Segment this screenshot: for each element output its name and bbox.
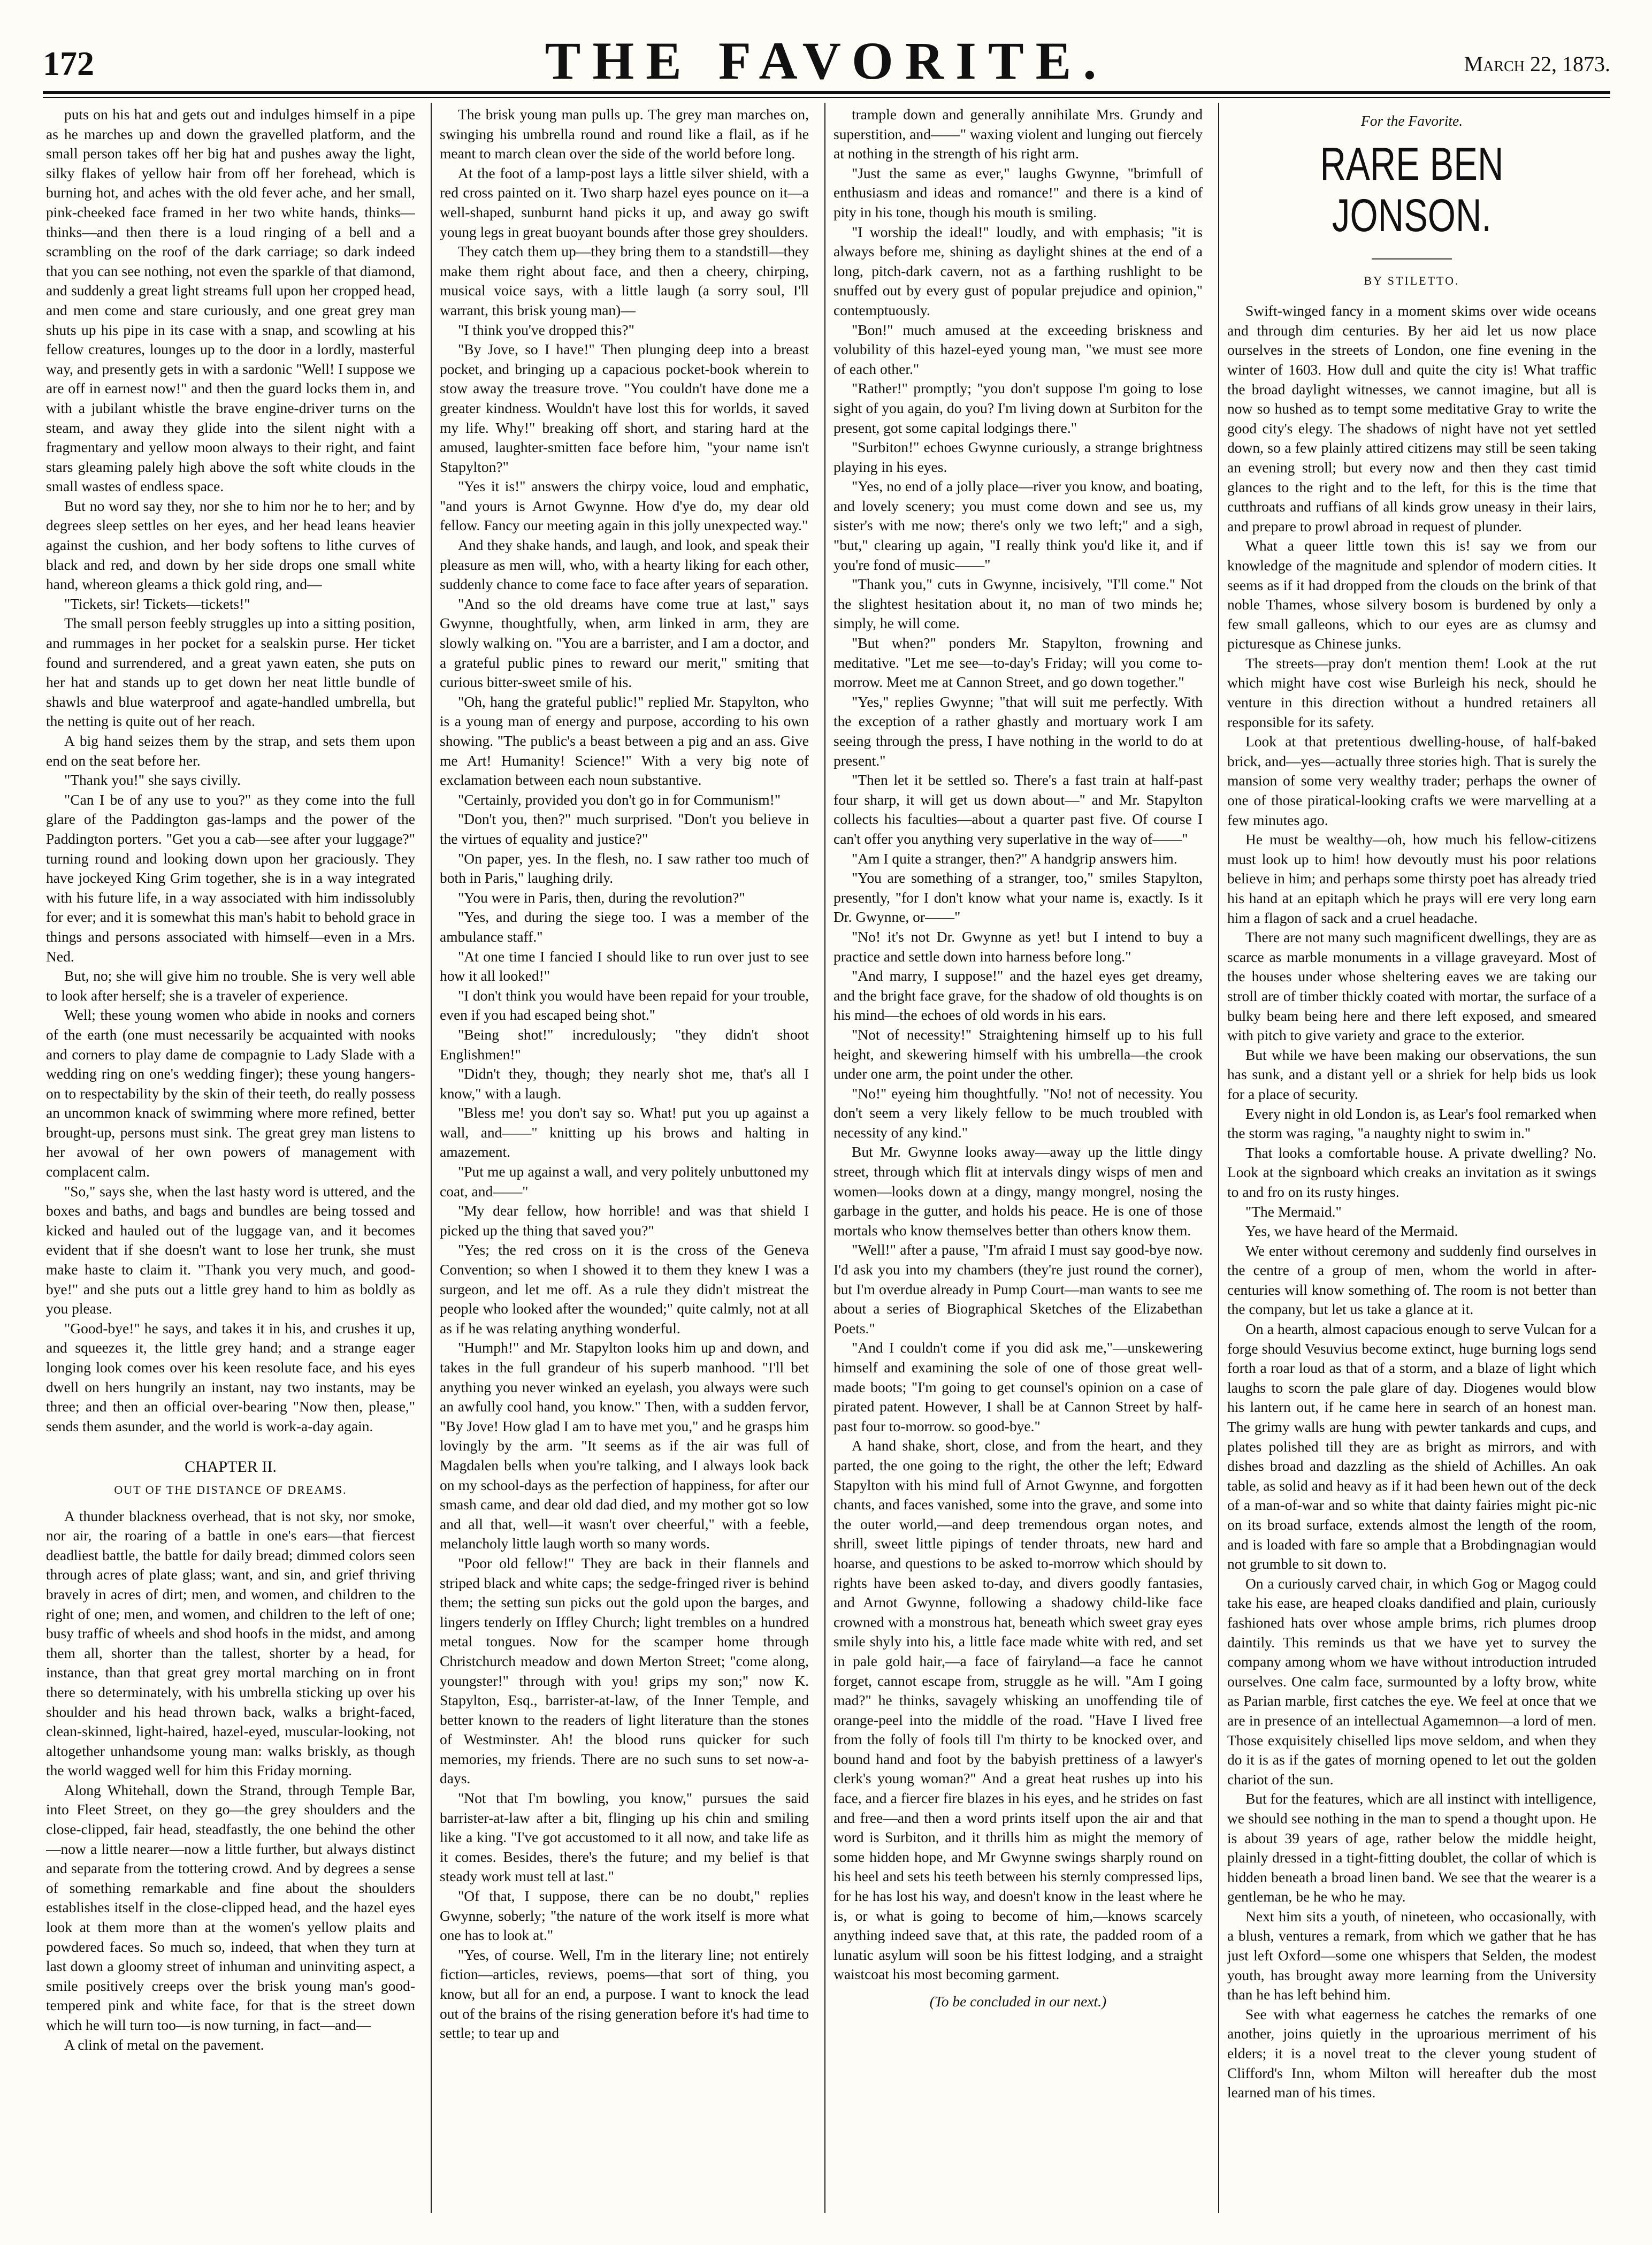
- paragraph: "No! it's not Dr. Gwynne as yet! but I intend to buy a practice and settle down into harness before long.": [833, 928, 1203, 965]
- paragraph: "And I couldn't come if you did ask me,"—unskewering himself and examining the sole of one of those great well-made boots; "I'm going to get counsel's opinion on a case of pirated patent. However, I shall be at Cannon Street by half-past four to-morrow. so good-bye.": [833, 1339, 1203, 1434]
- paragraph: "Can I be of any use to you?" as they come into the full glare of the Paddington gas-lamps and the power of the Paddington porters. "Get you a cab—see after your luggage?" turning round and looking down upon her graciously. They have jockeyed King Grim together, she is in a way integrated with his future life, in a way associated with him indissolubly for ever; and it is somewhat this man's habit to behold grace in things and persons associated with himself—even in a Mrs. Ned.: [46, 791, 415, 965]
- page-number: 172: [43, 44, 94, 82]
- column-3: [833, 105, 1203, 2213]
- article-title: RARE BEN JONSON.: [1320, 138, 1504, 241]
- paragraph: What a queer little town this is! say we from our knowledge of the magnitude and splendor of modern cities. It seems as if it had dropped from the clouds on the brink of that noble Thames, whose silvery bosom is burdened by only a few small galleons, which to our eyes are as clumsy and picturesque as Chinese junks.: [1227, 537, 1596, 652]
- paragraph: That looks a comfortable house. A private dwelling? No. Look at the signboard which creaks an invitation as it swings to and fro on its rusty hinges.: [1227, 1144, 1596, 1200]
- paragraph: Well; these young women who abide in nooks and corners of the earth (one must necessarily be acquainted with nooks and corners to play dame de compagnie to Lady Slade with a wedding ring on one's wedding finger); these young hangers-on to respectability by the skin of their teeth, do really possess an uncommon knack of swimming where more refined, better brought-up, persons must sink. The great grey man listens to her avowal of her own powers of management with complacent calm.: [46, 1006, 415, 1180]
- paragraph: A hand shake, short, close, and from the heart, and they parted, the one going to the right, the other the left; Edward Stapylton with his mind full of Arnot Gwynne, and forgotten chants, and faces vanished, some into the grave, and some into the outer world,—and deep tremendous organ notes, and shrill, sweet little pipings of tender throats, new hard and hoarse, and questions to be asked to-morrow which should by rights have been asked to-day, and divers goodly fantasies, and Arnot Gwynne, following a shadowy child-like face crowned with a monstrous hat, beneath which sweet gray eyes smile shyly into his, a little face made white with red, and set in pale gold hair,—a face of fairyland—a face he cannot forget, cannot escape from, struggle as he will. "Am I going mad?" he thinks, savagely whisking an unoffending tile of orange-peel into the middle of the road. "Have I lived free from the folly of fools till I'm thirty to be knocked over, and bound hand and foot by the babyish prettiness of a lawyer's clerk's young woman?" And a great heat rushes up into his face, and a fiercer fire blazes in his eyes, and he strides on fast and free—and then a word prints itself upon the air and that word is Surbiton, and it thrills him as might the memory of some hidden hope, and Mr Gwynne swings sharply round on his heel and sets his teeth between his sternly compressed lips, for he has lost his way, and doesn't know in the least where he is, or what is going to become of him,—knows scarcely anything indeed save that, at this rate, the padded room of a lunatic asylum will soon be his fittest lodging, and a straight waistcoat his most becoming garment.: [833, 1437, 1203, 1983]
- paragraph: "At one time I fancied I should like to run over just to see how it all looked!": [440, 948, 809, 984]
- issue-date: March 22, 1873.: [1464, 52, 1610, 76]
- paragraph: Along Whitehall, down the Strand, through Temple Bar, into Fleet Street, on they go—the grey shoulders and the close-clipped, fair head, steadfastly, the one behind the other—now a little nearer—now a little further, but always distinct and separate from the tottering crowd. And by degrees a sense of something remarkable and fine about the shoulders establishes itself in the close-clipped head, and the hazel eyes look at them more than at the women's yellow plaits and powdered faces. So much so, indeed, that when they turn at last down a gloomy street of inhuman and uninviting aspect, a smile positively creeps over the brisk young man's good-tempered pink and white face, for that is the street down which he will turn too—is now turning, in fact—and—: [46, 1781, 415, 2033]
- paragraph: The small person feebly struggles up into a sitting position, and rummages in her pocket for a sealskin purse. Her ticket found and surrendered, and a great yawn eaten, she puts on her hat and stands up to get down her neat little bundle of shawls and blue waterproof and agate-handled umbrella, but the netting is quite out of her reach.: [46, 615, 415, 730]
- column-2: [440, 105, 809, 2213]
- paragraph: Every night in old London is, as Lear's fool remarked when the storm was raging, "a naughty night to swim in.": [1227, 1105, 1596, 1142]
- paragraph: "Not of necessity!" Straightening himself up to his full height, and skewering himself with his umbrella—the crook under one arm, the point under the other.: [833, 1026, 1203, 1082]
- paragraph: "Yes it is!" answers the chirpy voice, loud and emphatic, "and yours is Arnot Gwynne. How d'ye do, my dear old fellow. Fancy our meeting again in this jolly unexpected way.": [440, 478, 809, 534]
- paragraph: "Good-bye!" he says, and takes it in his, and crushes it up, and squeezes it, the little grey hand; and a strange eager longing look comes over his keen resolute face, and his eyes dwell on hers hungrily an instant, nay two instants, may be three; and then an official over-bearing "Now then, please," sends them asunder, and the world is work-a-day again.: [46, 1319, 415, 1434]
- paragraph: "Well!" after a pause, "I'm afraid I must say good-bye now. I'd ask you into my chambers (they're just round the corner), but I'm overdue already in Pump Court—man wants to see me about a series of Biographical Sketches of the Elizabethan Poets.": [833, 1241, 1203, 1337]
- paragraph: trample down and generally annihilate Mrs. Grundy and superstition, and——" waxing violent and lunging out fiercely at nothing in the strength of his right arm.: [833, 106, 1203, 162]
- paragraph: "But when?" ponders Mr. Stapylton, frowning and meditative. "Let me see—to-day's Friday; will you come to-morrow. Meet me at Cannon Street, and go down together.": [833, 635, 1203, 691]
- paragraph: "Oh, hang the grateful public!" replied Mr. Stapylton, who is a young man of energy and purpose, according to his own showing. "The public's a beast between a pig and an ass. Give me Art! Humanity! Science!" With a very big note of exclamation between each noun substantive.: [440, 693, 809, 789]
- masthead-rule: [43, 91, 1610, 94]
- column-1: [46, 105, 415, 2213]
- paragraph: But Mr. Gwynne looks away—away up the little dingy street, through which flit at intervals dingy wisps of men and women—looks down at a dingy, mangy mongrel, nosing the garbage in the gutter, and holds his peace. He is one of those mortals who know themselves better than others know them.: [833, 1143, 1203, 1239]
- masthead-rule-thin: [43, 97, 1610, 98]
- masthead: [43, 20, 1610, 90]
- paragraph: "My dear fellow, how horrible! and was that shield I picked up the thing that saved you?": [440, 1202, 809, 1239]
- paragraph: Look at that pretentious dwelling-house, of half-baked brick, and—yes—actually three stories high. That is surely the mansion of some very wealthy trader; perhaps the owner of one of those piratical-looking crafts we were marvelling at a few minutes ago.: [1227, 733, 1596, 828]
- paragraph: "No!" eyeing him thoughtfully. "No! not of necessity. You don't seem a very likely fellow to be much troubled with necessity of any kind.": [833, 1085, 1203, 1141]
- paragraph: The brisk young man pulls up. The grey man marches on, swinging his umbrella round and round like a flail, as if he meant to march clean over the side of the world before long.: [440, 106, 809, 162]
- paragraph: "Thank you!" she says civilly.: [64, 772, 241, 789]
- paragraph: "On paper, yes. In the flesh, no. I saw rather too much of both in Paris," laughing drily.: [440, 850, 809, 887]
- section-label: For the Favorite.: [1360, 112, 1463, 129]
- paragraph: Yes, we have heard of the Mermaid.: [1245, 1223, 1458, 1240]
- byline: BY STILETTO.: [1364, 273, 1460, 287]
- paragraph: But for the features, which are all instinct with intelligence, we should see nothing in the man to spend a thought upon. He is about 39 years of age, rather below the middle height, plainly dressed in a tight-fitting doublet, the collar of which is hidden beneath a broad linen band. We see that the wearer is a gentleman, be he who he may.: [1227, 1790, 1596, 1905]
- column-4: [1227, 105, 1596, 2213]
- paragraph: "I think you've dropped this?": [458, 321, 634, 338]
- paragraph: Next him sits a youth, of nineteen, who occasionally, with a blush, ventures a remark, from which we gather that he has just left Oxford—some one whispers that Selden, the modest youth, has brought away more learning from the University than he has left behind him.: [1227, 1907, 1596, 2003]
- paragraph: "Yes, and during the siege too. I was a member of the ambulance staff.": [440, 908, 809, 945]
- paragraph: "Certainly, provided you don't go in for Communism!": [458, 791, 781, 808]
- paragraph: "Then let it be settled so. There's a fast train at half-past four sharp, it will get us down about—" and Mr. Stapylton collects his faculties—about a quarter past five. Of course I can't offer you anything very superlative in the way of——": [833, 772, 1203, 847]
- paragraph: "And so the old dreams have come true at last," says Gwynne, thoughtfully, when, arm linked in arm, they are slowly walking on. "You are a barrister, and I am a doctor, and a grateful public pines to reward our merit," smiting that curious bitter-sweet smile of his.: [440, 595, 809, 691]
- paragraph: "The Mermaid.": [1245, 1203, 1342, 1220]
- paragraph: "Tickets, sir! Tickets—tickets!": [64, 595, 250, 612]
- column-divider: [824, 103, 825, 2213]
- paragraph: They catch them up—they bring them to a standstill—they make them right about face, and then a cheery, chirping, musical voice says, with a little laugh (a sorry soul, I'll warrant, this brisk young man)—: [440, 243, 809, 318]
- paragraph: "Yes," replies Gwynne; "that will suit me perfectly. With the exception of a rather ghastly and mortuary work I am seeing through the press, I have nothing in the world to do at present.": [833, 693, 1203, 769]
- paragraph: He must be wealthy—oh, how much his fellow-citizens must look up to him! how devoutly must his poor relations believe in him; and perhaps some thirsty poet has already tried his hand at an epitaph which he prays will ere very long earn him a flagon of sack and a cruel headache.: [1227, 831, 1596, 926]
- paragraph: A clink of metal on the pavement.: [64, 2036, 264, 2053]
- paragraph: At the foot of a lamp-post lays a little silver shield, with a red cross painted on it. Two sharp hazel eyes pounce on it—a well-shaped, sunburnt hand picks it up, and away go swift young legs in great buoyant bounds after those grey shoulders.: [440, 164, 809, 240]
- paragraph: "You were in Paris, then, during the revolution?": [458, 889, 745, 906]
- paragraph: Swift-winged fancy in a moment skims over wide oceans and through dim centuries. By her aid let us now place ourselves in the streets of London, one fine evening in the winter of 1603. How dull and quite the city is! What traffic the broad daylight witnesses, we cannot imagine, but all is now so hushed as to tempt some meditative Gray to write the good city's elegy. The shadows of night have not yet settled down, so a few plainly attired citizens may still be seen taking an evening stroll; but every now and then they cast timid glances to the right and to the left, for this is the time that cutthroats and ruffians of all kinds grow uneasy in their lairs, and prepare to prowl abroad in request of plunder.: [1227, 302, 1596, 534]
- paragraph: The streets—pray don't mention them! Look at the rut which might have cost wise Burleigh his neck, should he venture in this direction without a hundred retainers all responsible for its safety.: [1227, 654, 1596, 730]
- paragraph: "Didn't they, though; they nearly shot me, that's all I know," with a laugh.: [440, 1065, 809, 1102]
- chapter-subtitle: OUT OF THE DISTANCE OF DREAMS.: [114, 1483, 347, 1496]
- paragraph: "Put me up against a wall, and very politely unbuttoned my coat, and——": [440, 1163, 809, 1200]
- paragraph: "I don't think you would have been repaid for your trouble, even if you had escaped being shot.": [440, 987, 809, 1024]
- paragraph: "Of that, I suppose, there can be no doubt," replies Gwynne, soberly; "the nature of the work itself is more what one has to look at.": [440, 1888, 809, 1944]
- paragraph: "And marry, I suppose!" and the hazel eyes get dreamy, and the bright face grave, for the shadow of old thoughts is on his mind—the echoes of old words in his ears.: [833, 967, 1203, 1024]
- paragraph: "I worship the ideal!" loudly, and with emphasis; "it is always before me, shining as daylight shines at the end of a long, pitch-dark cavern, not as a farthing rushlight to be snuffed out by every gust of popular prejudice and opinion," contemptuously.: [833, 223, 1203, 318]
- paper-title: THE FAVORITE.: [545, 31, 1108, 90]
- paragraph: See with what eagerness he catches the remarks of one another, joins quietly in the uproarious merriment of his elders; it is a novel treat to the clever young student of Clifford's Inn, whom Milton will hereafter dub the most learned man of his times.: [1227, 2005, 1596, 2101]
- paragraph: "Not that I'm bowling, you know," pursues the said barrister-at-law after a bit, flinging up his chin and smiling like a king. "I've got accustomed to it all now, and take life as it comes. Besides, there's the future; and my belief is that steady work must tell at last.": [440, 1790, 809, 1885]
- paragraph: "Am I quite a stranger, then?" A handgrip answers him.: [852, 850, 1177, 867]
- paragraph: "Just the same as ever," laughs Gwynne, "brimfull of enthusiasm and ideas and romance!" and there is a kind of pity in his tone, though his mouth is smiling.: [833, 164, 1203, 220]
- column-divider: [431, 103, 432, 2213]
- paragraph: And they shake hands, and laugh, and look, and speak their pleasure as men will, who, with a hearty liking for each other, suddenly chance to come face to face after years of separation.: [440, 537, 809, 593]
- paragraph: But while we have been making our observations, the sun has sunk, and a distant yell or a shriek for help bids us look for a place of security.: [1227, 1046, 1596, 1102]
- paragraph: "Humph!" and Mr. Stapylton looks him up and down, and takes in the full grandeur of his superb manhood. "I'll bet anything you never winked an eyelash, you always were such an awfully cool hand, you know." Then, with a sudden fervor, "By Jove! How glad I am to have met you," and he grasps him lovingly by the arm. "It seems as if the air was full of Magdalen bells when you're talking, and I always look back on my school-days as the perfection of happiness, for after our smash came, and dear old dad died, and my mother got so low and all that, well—it wasn't over cheerful," with a feeble, melancholy little laugh worth so many words.: [440, 1339, 809, 1552]
- paragraph: "Don't you, then?" much surprised. "Don't you believe in the virtues of equality and justice?": [440, 811, 809, 847]
- paragraph: But no word say they, nor she to him nor he to her; and by degrees sleep settles on her eyes, and her head leans heavier against the cushion, and her body softens to lithe curves of black and red, and down by her side drops one small white hand, whereon gleams a thick gold ring, and—: [46, 497, 415, 593]
- paragraph: But, no; she will give him no trouble. She is very well able to look after herself; she is a traveler of experience.: [46, 967, 415, 1004]
- continued-note: (To be concluded in our next.): [929, 1993, 1107, 2010]
- paragraph: A thunder blackness overhead, that is not sky, nor smoke, nor air, the roaring of a battle in one's ears—that fiercest deadliest battle, the battle for daily bread; dimmed colors seen through acres of plate glass; want, and sin, and grief thriving bravely in acres of dirt; men, and women, and children to the right of one; men, and women, and children to the left of one; busy traffic of wheels and shod hoofs in the midst, and among them all, shorter than the tallest, shorter by a head, for instance, than that great grey mortal marching on in front there so determinately, with his umbrella sticking up over his shoulder and his head thrown back, walks a bright-faced, clean-skinned, light-haired, hazel-eyed, muscular-looking, not altogether unhandsome young man: walks briskly, as though the world wagged well for him this Friday morning.: [46, 1507, 415, 1779]
- column-divider: [1218, 103, 1219, 2213]
- paragraph: "Yes, no end of a jolly place—river you know, and boating, and lovely scenery; you must come down and see us, my sister's with me now; there's only we two left;" and a sigh, "but," clearing up again, "I really think you'd like it, and if you're fond of music——": [833, 478, 1203, 573]
- paragraph: We enter without ceremony and suddenly find ourselves in the centre of a group of men, whom the world in after-centuries will know something of. The room is not better than the company, but let us take a glance at it.: [1227, 1242, 1596, 1318]
- paragraph: "Yes, of course. Well, I'm in the literary line; not entirely fiction—articles, reviews, poems—that sort of thing, you know, but all for an end, a purpose. I want to knock the lead out of the brains of the rising generation before it's had time to settle; to tear up and: [440, 1946, 809, 2042]
- paragraph: A big hand seizes them by the strap, and sets them upon end on the seat before her.: [46, 732, 415, 769]
- paragraph: "Yes; the red cross on it is the cross of the Geneva Convention; so when I showed it to them they knew I was a surgeon, and let me off. As a rule they didn't mistreat the people who looked after the wounded;" quite calmly, not at all as if he was relating anything wonderful.: [440, 1241, 809, 1337]
- paragraph: "Bon!" much amused at the exceeding briskness and volubility of this hazel-eyed young man, "we must see more of each other.": [833, 321, 1203, 377]
- paragraph: On a curiously carved chair, in which Gog or Magog could take his ease, are heaped cloaks dandified and plain, curiously fashioned hats over whose ample brims, rich plumes droop daintily. This reminds us that we have yet to survey the company among whom we have without introduction intruded ourselves. One calm face, surmounted by a lofty brow, white as Parian marble, first catches the eye. We feel at once that we are in presence of an intellectual Agamemnon—a lord of men. Those exquisitely chiselled lips move seldom, and when they do it is as if the gates of morning opened to let out the golden chariot of the sun.: [1227, 1575, 1596, 1788]
- title-rule: [1372, 258, 1452, 259]
- paragraph: "Rather!" promptly; "you don't suppose I'm going to lose sight of you again, do you? I'm living down at Surbiton for the present, got some capital lodgings there.": [833, 380, 1203, 436]
- paragraph: "So," says she, when the last hasty word is uttered, and the boxes and baths, and bags and bundles are being tossed and kicked and hauled out of the luggage van, and it becomes evident that if she doesn't want to lose her trunk, she must make haste to claim it. "Thank you very much, and good-bye!" and she puts out a little grey hand to him as boldly as you please.: [46, 1182, 415, 1317]
- chapter-heading: CHAPTER II.: [185, 1458, 277, 1476]
- paragraph: "You are something of a stranger, too," smiles Stapylton, presently, "for I don't know what your name is, exactly. Is it Dr. Gwynne, or——": [833, 869, 1203, 926]
- paragraph: "Thank you," cuts in Gwynne, incisively, "I'll come." Not the slightest hesitation about it, no man of two minds he; simply, he will come.: [833, 576, 1203, 632]
- paragraph: "Surbiton!" echoes Gwynne curiously, a strange brightness playing in his eyes.: [833, 439, 1203, 475]
- paragraph: puts on his hat and gets out and indulges himself in a pipe as he marches up and down the gravelled platform, and the small person takes off her big hat and pushes away the light, silky flakes of yellow hair from off her forehead, which is burning hot, and aches with the old fever ache, and her small, pink-cheeked face framed in her two white hands, thinks—thinks—and then there is a loud ringing of a bell and a scrambling on the roof of the dark carriage; so dark indeed that you can see nothing, not even the sparkle of that diamond, and suddenly a great light streams full upon her cropped head, and men come and stare curiously, and one great grey man shuts up his pipe in its case with a snap, and scowling at his fellow creatures, lounges up to the door in a lordly, masterful way, and presently gets in with a sardonic "Well! I suppose we are off in earnest now!" and then the guard locks them in, and with a jubilant whistle the brave engine-driver turns on the steam, and away they glide into the silent night with a fragmentary and yellow moon always to their right, and faint stars gleaming palely high above the soft white clouds in the small wastes of endless space.: [46, 106, 415, 495]
- paragraph: "By Jove, so I have!" Then plunging deep into a breast pocket, and bringing up a capacious pocket-book wherein to stow away the treasure trove. "You couldn't have done me a greater kindness. Wouldn't have lost this for worlds, it saved my life. Why!" breaking off short, and staring hard at the amused, laughter-smitten face before him, "your name isn't Stapylton?": [440, 341, 809, 475]
- paragraph: There are not many such magnificent dwellings, they are as scarce as marble monuments in a village graveyard. Most of the houses under whose sheltering eaves we are taking our stroll are of timber thickly coated with mortar, the surface of a bulky beam being here and there left exposed, and smeared with pitch to give variety and grace to the exterior.: [1227, 929, 1596, 1044]
- paragraph: "Being shot!" incredulously; "they didn't shoot Englishmen!": [440, 1026, 809, 1063]
- paragraph: "Poor old fellow!" They are back in their flannels and striped black and white caps; the sedge-fringed river is behind them; the setting sun picks out the gold upon the barges, and lingers tenderly on Iffley Church; light trembles on a hundred metal tongues. Now for the scamper home through Christchurch meadow and down Merton Street; "come along, youngster!" through with you! grips my son;" now K. Stapylton, Esq., barrister-at-law, of the Inner Temple, and better known to the readers of light literature than the stones of Westminster. Ah! the blood runs quicker for such memories, my friends. There are no such suns to set now-a-days.: [440, 1554, 809, 1787]
- paragraph: "Bless me! you don't say so. What! put you up against a wall, and——" knitting up his brows and halting in amazement.: [440, 1104, 809, 1160]
- paragraph: On a hearth, almost capacious enough to serve Vulcan for a forge should Vesuvius become extinct, huge burning logs send forth a roar loud as that of a storm, and a blaze of light which laughs to scorn the pale glare of day. Diogenes would blow his lantern out, if he came here in search of an honest man. The grimy walls are hung with pewter tankards and cups, and plates polished till they are as bright as mirrors, and with dishes broad and dazzling as the shield of Achilles. An oak table, as solid and heavy as if it had been hewn out of the deck of a man-of-war and so white that dainty fairies might pic-nic on its broad surface, extends almost the length of the room, and is loaded with fare so ample that a Brobdingnagian would not grumble to sit down to.: [1227, 1320, 1596, 1572]
